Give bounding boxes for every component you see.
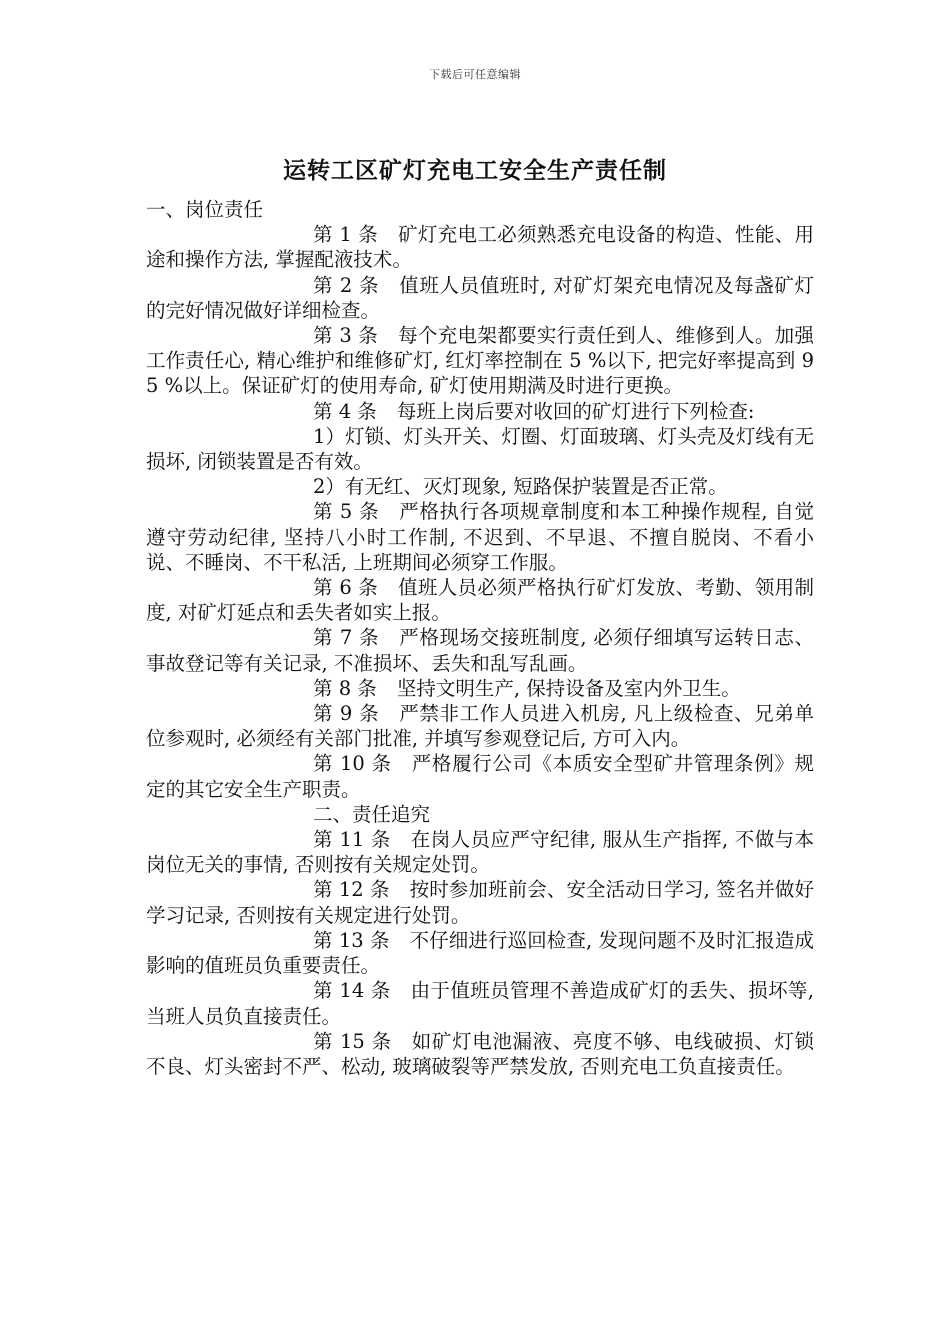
article-3 bbox=[146, 323, 814, 399]
article-number: 第 12 条 bbox=[313, 878, 390, 902]
article-1 bbox=[146, 222, 814, 272]
article-number: 第 13 条 bbox=[313, 928, 390, 952]
article-text: 坚持文明生产, 保持设备及室内外卫生。 bbox=[396, 676, 741, 700]
article-text: 严格执行各项规章制度和本工种操作规程, 自觉遵守劳动纪律, 坚持八小时工作制, 不迟到、不早退、不擅自脱岗、不看小说、不睡岗、不干私活, 上班期间必须穿工作服。 bbox=[146, 500, 814, 574]
article-number: 第 5 条 bbox=[313, 500, 380, 524]
article-7 bbox=[146, 625, 814, 675]
header-note: 下载后可任意编辑 bbox=[429, 68, 521, 81]
article-number: 第 9 条 bbox=[313, 702, 380, 726]
article-text: 1）灯锁、灯头开关、灯圈、灯面玻璃、灯头壳及灯线有无损坏, 闭锁装置是否有效。 bbox=[146, 424, 814, 474]
article-text: 矿灯充电工必须熟悉充电设备的构造、性能、用途和操作方法, 掌握配液技术。 bbox=[146, 223, 814, 272]
article-4-item-1 bbox=[146, 424, 814, 474]
section-heading-accountability: 二、责任追究 bbox=[313, 802, 431, 826]
article-9 bbox=[146, 701, 814, 751]
article-number: 第 6 条 bbox=[313, 576, 379, 600]
article-number: 第 1 条 bbox=[313, 223, 379, 247]
article-number: 第 10 条 bbox=[313, 752, 392, 776]
article-number: 第 8 条 bbox=[313, 676, 377, 700]
article-10 bbox=[146, 751, 814, 801]
article-6 bbox=[146, 575, 814, 625]
article-8 bbox=[146, 676, 814, 701]
article-text: 值班人员必须严格执行矿灯发放、考勤、领用制度, 对矿灯延点和丢失者如实上报。 bbox=[146, 576, 814, 625]
article-number: 第 2 条 bbox=[313, 273, 380, 297]
article-number: 第 3 条 bbox=[313, 324, 379, 348]
article-15 bbox=[146, 1029, 814, 1079]
article-text: 2）有无红、灭灯现象, 短路保护装置是否正常。 bbox=[313, 475, 728, 499]
article-2 bbox=[146, 273, 814, 323]
article-text: 不仔细进行巡回检查, 发现问题不及时汇报造成影响的值班员负重要责任。 bbox=[146, 928, 814, 978]
document-title: 运转工区矿灯充电工安全生产责任制 bbox=[283, 157, 667, 184]
article-text: 严格现场交接班制度, 必须仔细填写运转日志、事故登记等有关记录, 不准损坏、丢失和乱写乱画。 bbox=[146, 626, 814, 675]
article-14 bbox=[146, 978, 814, 1028]
article-number: 第 15 条 bbox=[313, 1029, 392, 1053]
article-13 bbox=[146, 928, 814, 978]
article-number: 第 7 条 bbox=[313, 626, 380, 650]
article-5 bbox=[146, 499, 814, 575]
article-text: 如矿灯电池漏液、亮度不够、电线破损、灯锁不良、灯头密封不严、松动, 玻璃破裂等严禁发放, 否则充电工负直接责任。 bbox=[146, 1029, 814, 1078]
article-text: 由于值班员管理不善造成矿灯的丢失、损坏等, 当班人员负直接责任。 bbox=[146, 979, 814, 1028]
article-4 bbox=[146, 399, 814, 424]
article-number: 第 4 条 bbox=[313, 399, 377, 423]
article-text: 每个充电架都要实行责任到人、维修到人。加强工作责任心, 精心维护和维修矿灯, 红灯率控制在 5 %以下, 把完好率提高到 95 %以上。保证矿灯的使用寿命, 矿灯使用期满及时进行更换。 bbox=[146, 324, 814, 398]
document-body bbox=[146, 197, 814, 1079]
article-number: 第 11 条 bbox=[313, 828, 391, 852]
article-text: 严格履行公司《本质安全型矿井管理条例》规定的其它安全生产职责。 bbox=[146, 752, 814, 801]
article-text: 每班上岗后要对收回的矿灯进行下列检查: bbox=[396, 399, 755, 423]
article-4-item-2 bbox=[146, 474, 814, 499]
article-11 bbox=[146, 827, 814, 877]
article-text: 严禁非工作人员进入机房, 凡上级检查、兄弟单位参观时, 必须经有关部门批准, 并填写参观登记后, 方可入内。 bbox=[146, 702, 814, 751]
article-text: 在岗人员应严守纪律, 服从生产指挥, 不做与本岗位无关的事情, 否则按有关规定处罚。 bbox=[146, 828, 814, 877]
section-heading-duties: 一、岗位责任 bbox=[146, 198, 264, 221]
article-number: 第 14 条 bbox=[313, 979, 391, 1003]
article-12 bbox=[146, 877, 814, 927]
article-text: 值班人员值班时, 对矿灯架充电情况及每盏矿灯的完好情况做好详细检查。 bbox=[146, 273, 814, 322]
article-text: 按时参加班前会、安全活动日学习, 签名并做好学习记录, 否则按有关规定进行处罚。 bbox=[146, 878, 814, 927]
